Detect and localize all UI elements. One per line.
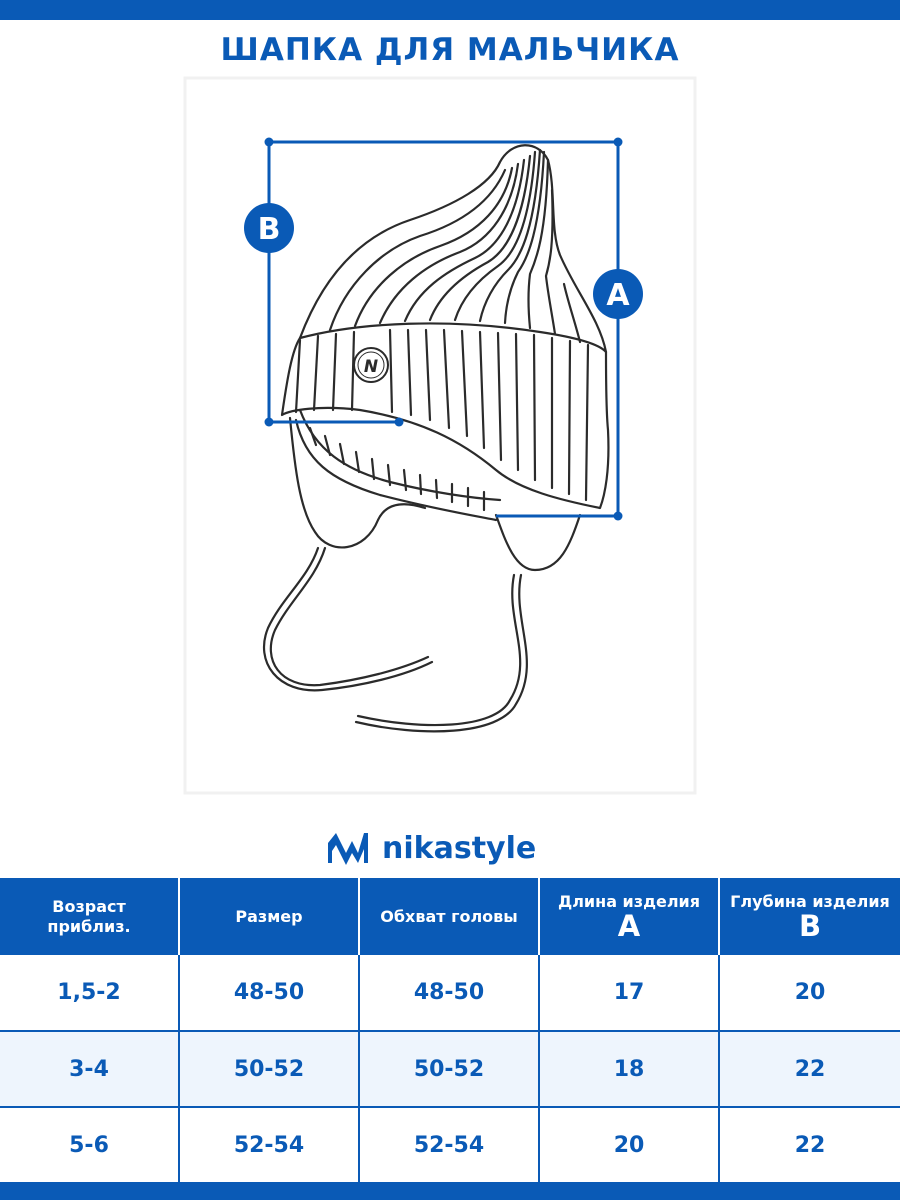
header-size: Размер	[179, 878, 359, 955]
cell-head-girth: 50-52	[359, 1031, 539, 1107]
cell-size: 48-50	[179, 955, 359, 1031]
cell-age: 3-4	[0, 1031, 179, 1107]
cell-age: 1,5-2	[0, 955, 179, 1031]
cell-head-girth: 48-50	[359, 955, 539, 1031]
header-depth: Глубина изделия B	[719, 878, 900, 955]
table-row	[0, 955, 900, 1031]
cell-depth: 20	[719, 955, 900, 1031]
table-row	[0, 1107, 900, 1183]
header-length: Длина изделия A	[539, 878, 719, 955]
table-row	[0, 1031, 900, 1107]
nikastyle-logo-icon	[324, 829, 372, 867]
bottom-accent-bar	[0, 1182, 900, 1200]
cell-length: 20	[539, 1107, 719, 1183]
hat-badge	[354, 348, 388, 382]
cell-size: 50-52	[179, 1031, 359, 1107]
label-b-text: B	[257, 212, 281, 247]
brand-logo	[324, 826, 536, 870]
cell-age: 5-6	[0, 1107, 179, 1183]
hat-illustration	[264, 145, 608, 731]
cell-depth: 22	[719, 1107, 900, 1183]
cell-depth: 22	[719, 1031, 900, 1107]
label-a-text: A	[606, 278, 630, 313]
size-table	[0, 878, 900, 1184]
cell-head-girth: 52-54	[359, 1107, 539, 1183]
header-age: Возраст приблиз.	[0, 878, 179, 955]
page-title: ШАПКА ДЛЯ МАЛЬЧИКА	[220, 32, 680, 68]
dimension-label-b	[244, 203, 294, 253]
table-header-row	[0, 878, 900, 955]
cell-length: 18	[539, 1031, 719, 1107]
dimension-label-a	[593, 269, 643, 319]
brand-name: nikastyle	[382, 830, 537, 866]
badge-letter: N	[363, 357, 379, 377]
header-head-girth: Обхват головы	[359, 878, 539, 955]
dimension-lines	[269, 142, 618, 516]
cell-size: 52-54	[179, 1107, 359, 1183]
cell-length: 17	[539, 955, 719, 1031]
